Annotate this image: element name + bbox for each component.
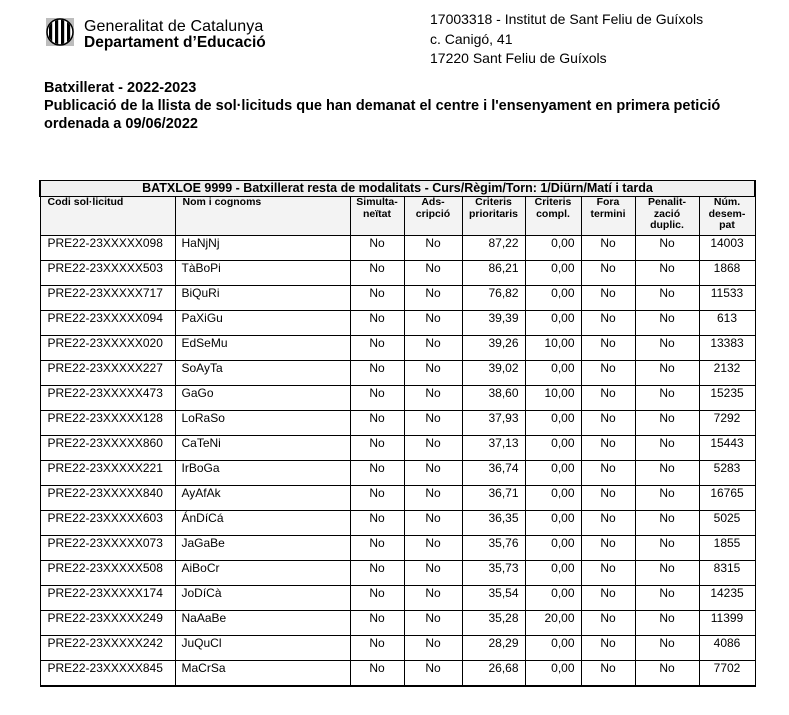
- cell-penalty: No: [635, 286, 699, 311]
- cell-priority: 37,93: [462, 411, 525, 436]
- cell-out-of-term: No: [581, 386, 635, 411]
- cell-penalty: No: [635, 536, 699, 561]
- cell-out-of-term: No: [581, 436, 635, 461]
- table-row: [40, 236, 755, 261]
- cell-tiebreak: 5283: [699, 461, 755, 486]
- cell-code: PRE22-23XXXXX508: [40, 561, 175, 586]
- cell-tiebreak: 15443: [699, 436, 755, 461]
- table-row: [40, 411, 755, 436]
- table-row: [40, 361, 755, 386]
- table-row: [40, 636, 755, 661]
- cell-code: PRE22-23XXXXX503: [40, 261, 175, 286]
- cell-adscription: No: [404, 336, 462, 361]
- cell-name: JoDíCà: [175, 586, 350, 611]
- cell-complementary: 0,00: [525, 511, 581, 536]
- cell-adscription: No: [404, 236, 462, 261]
- cell-simultaneity: No: [350, 611, 404, 636]
- cell-tiebreak: 14003: [699, 236, 755, 261]
- cell-complementary: 0,00: [525, 236, 581, 261]
- cell-complementary: 0,00: [525, 461, 581, 486]
- cell-adscription: No: [404, 536, 462, 561]
- cell-penalty: No: [635, 361, 699, 386]
- cell-code: PRE22-23XXXXX174: [40, 586, 175, 611]
- cell-simultaneity: No: [350, 411, 404, 436]
- cell-complementary: 0,00: [525, 436, 581, 461]
- cell-simultaneity: No: [350, 636, 404, 661]
- cell-simultaneity: No: [350, 286, 404, 311]
- cell-priority: 35,28: [462, 611, 525, 636]
- cell-name: HaNjNj: [175, 236, 350, 261]
- cell-name: GaGo: [175, 386, 350, 411]
- cell-simultaneity: No: [350, 336, 404, 361]
- cell-out-of-term: No: [581, 411, 635, 436]
- cell-penalty: No: [635, 611, 699, 636]
- cell-simultaneity: No: [350, 436, 404, 461]
- cell-complementary: 10,00: [525, 336, 581, 361]
- cell-penalty: No: [635, 261, 699, 286]
- col-header-name: Nom i cognoms: [175, 197, 350, 236]
- cell-priority: 76,82: [462, 286, 525, 311]
- cell-out-of-term: No: [581, 236, 635, 261]
- cell-adscription: No: [404, 311, 462, 336]
- cell-name: PaXiGu: [175, 311, 350, 336]
- cell-simultaneity: No: [350, 486, 404, 511]
- cell-penalty: No: [635, 236, 699, 261]
- cell-priority: 39,39: [462, 311, 525, 336]
- cell-tiebreak: 1855: [699, 536, 755, 561]
- col-header-adscription: Ads- cripció: [404, 197, 462, 236]
- cell-complementary: 10,00: [525, 386, 581, 411]
- cell-penalty: No: [635, 461, 699, 486]
- cell-penalty: No: [635, 311, 699, 336]
- street-line: c. Canigó, 41: [430, 30, 513, 47]
- table-row: [40, 261, 755, 286]
- cell-simultaneity: No: [350, 536, 404, 561]
- cell-complementary: 0,00: [525, 486, 581, 511]
- table-row: [40, 461, 755, 486]
- cell-adscription: No: [404, 661, 462, 687]
- table-row: [40, 386, 755, 411]
- cell-code: PRE22-23XXXXX227: [40, 361, 175, 386]
- cell-out-of-term: No: [581, 611, 635, 636]
- cell-tiebreak: 11533: [699, 286, 755, 311]
- cell-priority: 86,21: [462, 261, 525, 286]
- cell-name: ÁnDíCá: [175, 511, 350, 536]
- cell-tiebreak: 2132: [699, 361, 755, 386]
- cell-adscription: No: [404, 511, 462, 536]
- cell-out-of-term: No: [581, 561, 635, 586]
- cell-code: PRE22-23XXXXX845: [40, 661, 175, 687]
- cell-code: PRE22-23XXXXX020: [40, 336, 175, 361]
- table-row: [40, 661, 755, 687]
- document-titles: [44, 79, 744, 133]
- cell-simultaneity: No: [350, 236, 404, 261]
- cell-priority: 28,29: [462, 636, 525, 661]
- school-address: [430, 10, 703, 69]
- cell-simultaneity: No: [350, 511, 404, 536]
- cell-code: PRE22-23XXXXX221: [40, 461, 175, 486]
- cell-simultaneity: No: [350, 586, 404, 611]
- cell-name: JuQuCl: [175, 636, 350, 661]
- document-description: Publicació de la llista de sol·licituds que han demanat el centre i l'ensenyament en primera petició ordenada a 09/06/2022: [44, 98, 721, 132]
- col-header-code: Codi sol·licitud: [40, 197, 175, 236]
- postal-line: 17220 Sant Feliu de Guíxols: [430, 50, 607, 66]
- cell-priority: 87,22: [462, 236, 525, 261]
- cell-complementary: 0,00: [525, 411, 581, 436]
- cell-simultaneity: No: [350, 661, 404, 687]
- table-row: [40, 536, 755, 561]
- table-row: [40, 561, 755, 586]
- cell-priority: 36,71: [462, 486, 525, 511]
- cell-complementary: 0,00: [525, 561, 581, 586]
- cell-simultaneity: No: [350, 261, 404, 286]
- cell-tiebreak: 4086: [699, 636, 755, 661]
- cell-adscription: No: [404, 361, 462, 386]
- cell-out-of-term: No: [581, 336, 635, 361]
- cell-complementary: 0,00: [525, 536, 581, 561]
- cell-name: BiQuRi: [175, 286, 350, 311]
- table-body: [40, 236, 755, 687]
- cell-code: PRE22-23XXXXX094: [40, 311, 175, 336]
- cell-priority: 35,76: [462, 536, 525, 561]
- generalitat-logo-icon: [46, 18, 74, 46]
- cell-tiebreak: 7702: [699, 661, 755, 687]
- col-header-penalty: Penalit- zació duplic.: [635, 197, 699, 236]
- cell-adscription: No: [404, 486, 462, 511]
- cell-priority: 39,02: [462, 361, 525, 386]
- cell-penalty: No: [635, 436, 699, 461]
- cell-penalty: No: [635, 511, 699, 536]
- cell-name: LoRaSo: [175, 411, 350, 436]
- table-banner: BATXLOE 9999 - Batxillerat resta de modalitats - Curs/Règim/Torn: 1/Diürn/Matí i tarda: [40, 181, 755, 197]
- cell-adscription: No: [404, 586, 462, 611]
- cell-tiebreak: 13383: [699, 336, 755, 361]
- cell-adscription: No: [404, 436, 462, 461]
- cell-complementary: 0,00: [525, 361, 581, 386]
- cell-penalty: No: [635, 636, 699, 661]
- cell-penalty: No: [635, 486, 699, 511]
- cell-complementary: 0,00: [525, 586, 581, 611]
- col-header-priority: Criteris prioritaris: [462, 197, 525, 236]
- cell-name: SoAyTa: [175, 361, 350, 386]
- cell-tiebreak: 613: [699, 311, 755, 336]
- cell-simultaneity: No: [350, 361, 404, 386]
- table-row: [40, 311, 755, 336]
- cell-name: AiBoCr: [175, 561, 350, 586]
- cell-code: PRE22-23XXXXX242: [40, 636, 175, 661]
- cell-complementary: 0,00: [525, 661, 581, 687]
- cell-code: PRE22-23XXXXX717: [40, 286, 175, 311]
- table-row: [40, 611, 755, 636]
- cell-name: MaCrSa: [175, 661, 350, 687]
- cell-code: PRE22-23XXXXX603: [40, 511, 175, 536]
- cell-penalty: No: [635, 336, 699, 361]
- cell-simultaneity: No: [350, 386, 404, 411]
- cell-name: EdSeMu: [175, 336, 350, 361]
- table-row: [40, 586, 755, 611]
- cell-name: TàBoPi: [175, 261, 350, 286]
- cell-code: PRE22-23XXXXX860: [40, 436, 175, 461]
- cell-code: PRE22-23XXXXX473: [40, 386, 175, 411]
- cell-adscription: No: [404, 461, 462, 486]
- school-name-line: 17003318 - Institut de Sant Feliu de Guíxols: [430, 11, 704, 27]
- cell-simultaneity: No: [350, 461, 404, 486]
- cell-simultaneity: No: [350, 561, 404, 586]
- cell-adscription: No: [404, 611, 462, 636]
- cell-complementary: 0,00: [525, 311, 581, 336]
- cell-priority: 36,74: [462, 461, 525, 486]
- cell-penalty: No: [635, 661, 699, 687]
- cell-complementary: 0,00: [525, 636, 581, 661]
- cell-out-of-term: No: [581, 636, 635, 661]
- table-row: [40, 436, 755, 461]
- cell-adscription: No: [404, 411, 462, 436]
- cell-adscription: No: [404, 261, 462, 286]
- cell-complementary: 0,00: [525, 286, 581, 311]
- cell-adscription: No: [404, 561, 462, 586]
- organisation-name: [84, 19, 266, 51]
- cell-tiebreak: 16765: [699, 486, 755, 511]
- cell-tiebreak: 8315: [699, 561, 755, 586]
- cell-tiebreak: 1868: [699, 261, 755, 286]
- cell-out-of-term: No: [581, 286, 635, 311]
- cell-code: PRE22-23XXXXX249: [40, 611, 175, 636]
- cell-code: PRE22-23XXXXX128: [40, 411, 175, 436]
- cell-out-of-term: No: [581, 461, 635, 486]
- cell-out-of-term: No: [581, 261, 635, 286]
- course-title: Batxillerat - 2022-2023: [44, 80, 197, 96]
- cell-name: NaAaBe: [175, 611, 350, 636]
- cell-out-of-term: No: [581, 661, 635, 687]
- cell-tiebreak: 7292: [699, 411, 755, 436]
- cell-code: PRE22-23XXXXX073: [40, 536, 175, 561]
- cell-priority: 38,60: [462, 386, 525, 411]
- table-row: [40, 486, 755, 511]
- cell-name: JaGaBe: [175, 536, 350, 561]
- cell-code: PRE22-23XXXXX098: [40, 236, 175, 261]
- cell-penalty: No: [635, 411, 699, 436]
- org-line-2: Departament d’Educació: [84, 34, 266, 51]
- cell-tiebreak: 5025: [699, 511, 755, 536]
- cell-penalty: No: [635, 561, 699, 586]
- cell-priority: 26,68: [462, 661, 525, 687]
- applications-table: [39, 180, 756, 687]
- cell-tiebreak: 15235: [699, 386, 755, 411]
- cell-adscription: No: [404, 636, 462, 661]
- cell-out-of-term: No: [581, 586, 635, 611]
- cell-name: AyAfAk: [175, 486, 350, 511]
- cell-penalty: No: [635, 386, 699, 411]
- cell-code: PRE22-23XXXXX840: [40, 486, 175, 511]
- table-row: [40, 286, 755, 311]
- col-header-complementary: Criteris compl.: [525, 197, 581, 236]
- table-row: [40, 511, 755, 536]
- cell-adscription: No: [404, 286, 462, 311]
- cell-out-of-term: No: [581, 311, 635, 336]
- col-header-simultaneity: Simulta- neïtat: [350, 197, 404, 236]
- org-line-1: Generalitat de Catalunya: [84, 18, 264, 35]
- cell-penalty: No: [635, 586, 699, 611]
- cell-tiebreak: 14235: [699, 586, 755, 611]
- cell-name: CaTeNi: [175, 436, 350, 461]
- cell-priority: 37,13: [462, 436, 525, 461]
- cell-complementary: 20,00: [525, 611, 581, 636]
- cell-out-of-term: No: [581, 511, 635, 536]
- table-header-row: [40, 197, 755, 236]
- cell-adscription: No: [404, 386, 462, 411]
- cell-out-of-term: No: [581, 486, 635, 511]
- col-header-tiebreak: Núm. desem- pat: [699, 197, 755, 236]
- cell-priority: 36,35: [462, 511, 525, 536]
- cell-priority: 35,54: [462, 586, 525, 611]
- cell-tiebreak: 11399: [699, 611, 755, 636]
- table-row: [40, 336, 755, 361]
- cell-out-of-term: No: [581, 536, 635, 561]
- cell-priority: 39,26: [462, 336, 525, 361]
- cell-out-of-term: No: [581, 361, 635, 386]
- cell-complementary: 0,00: [525, 261, 581, 286]
- cell-simultaneity: No: [350, 311, 404, 336]
- col-header-out-of-term: Fora termini: [581, 197, 635, 236]
- cell-priority: 35,73: [462, 561, 525, 586]
- cell-name: IrBoGa: [175, 461, 350, 486]
